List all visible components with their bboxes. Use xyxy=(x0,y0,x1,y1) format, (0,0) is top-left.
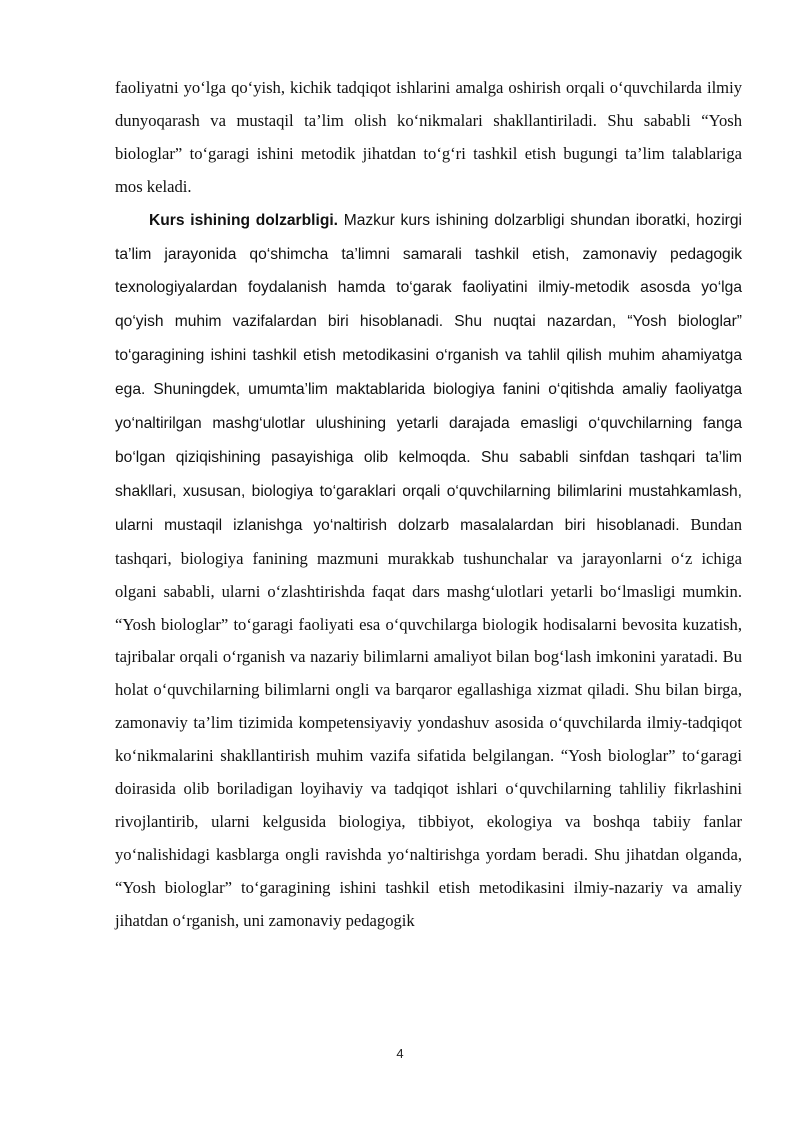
paragraph-2-heading: Kurs ishining dolzarbligi. xyxy=(149,211,339,229)
paragraph-2-serif-text: Bundan tashqari, biologiya fanining mazmuni murakkab tushunchalar va jarayonlarni o‘z ichiga olgani sababli, ularni o‘zlashtirishda faqat dars mashg‘ulotlari yetarli bo‘lmasligi mumkin. “Yosh biologlar” to‘garagi faoliyati esa o‘quvchilarga biologik hodisalarni bevosita kuzatish, tajribalar orqali o‘rganish va nazariy bilimlarni amaliyot bilan bog‘lash imkonini yaratadi. Bu holat o‘quvchilarning bilimlarni ongli va barqaror egallashiga xizmat qiladi. Shu bilan birga, zamonaviy ta’lim tizimida kompetensiyaviy yondashuv asosida o‘quvchilarda ilmiy-tadqiqot ko‘nikmalarini shakllantirish muhim vazifa sifatida belgilangan. “Yosh biologlar” to‘garagi doirasida olib boriladigan loyihaviy va tadqiqot ishlari o‘quvchilarning tahliliy fikrlashini rivojlantirib, ularni kelgusida biologiya, tibbiyot, ekologiya va boshqa tabiiy fanlar yo‘nalishidagi kasblarga ongli ravishda yo‘naltirishga yordam beradi. Shu jihatdan olganda, “Yosh biologlar” to‘garagining ishini tashkil etish metodikasini ilmiy-nazariy va amaliy jihatdan o‘rganish, uni zamonaviy pedagogik xyxy=(115,514,742,930)
page-number: 4 xyxy=(396,1046,404,1061)
paragraph-1-text: faoliyatni yo‘lga qo‘yish, kichik tadqiqot ishlarini amalga oshirish orqali o‘quvchilarda ilmiy dunyoqarash va mustaqil ta’lim olish ko‘nikmalari shakllantiriladi. Shu sababli “Yosh biologlar” to‘garagi ishini metodik jihatdan to‘g‘ri tashkil etish bugungi ta’lim talablariga mos keladi. xyxy=(115,78,742,196)
paragraph-1 xyxy=(115,72,742,204)
paragraph-2-sans-text: Mazkur kurs ishining dolzarbligi shundan iboratki, hozirgi ta’lim jarayonida qo‘shimcha ta’limni samarali tashkil etish, zamonaviy pedagogik texnologiyalardan foydalanish hamda to‘garak faoliyatini ilmiy-metodik asosda yo‘lga qo‘yish muhim vazifalardan biri hisoblanadi. Shu nuqtai nazardan, “Yosh biologlar” to‘garagining ishini tashkil etish metodikasini o‘rganish va tahlil qilish muhim ahamiyatga ega. Shuningdek, umumta’lim maktablarida biologiya fanini o‘qitishda amaliy faoliyatga yo‘naltirilgan mashg‘ulotlar ulushining yetarli darajada emasligi o‘quvchilarning fanga bo‘lgan qiziqishining pasayishiga olib kelmoqda. Shu sababli sinfdan tashqari ta’lim shakllari, xususan, biologiya to‘garaklari orqali o‘quvchilarning bilimlarini mustahkamlash, ularni mustaqil izlanishga yo‘naltirish dolzarb masalalardan biri hisoblanadi. xyxy=(115,211,742,534)
document-body xyxy=(115,72,742,938)
paragraph-2 xyxy=(115,204,742,938)
